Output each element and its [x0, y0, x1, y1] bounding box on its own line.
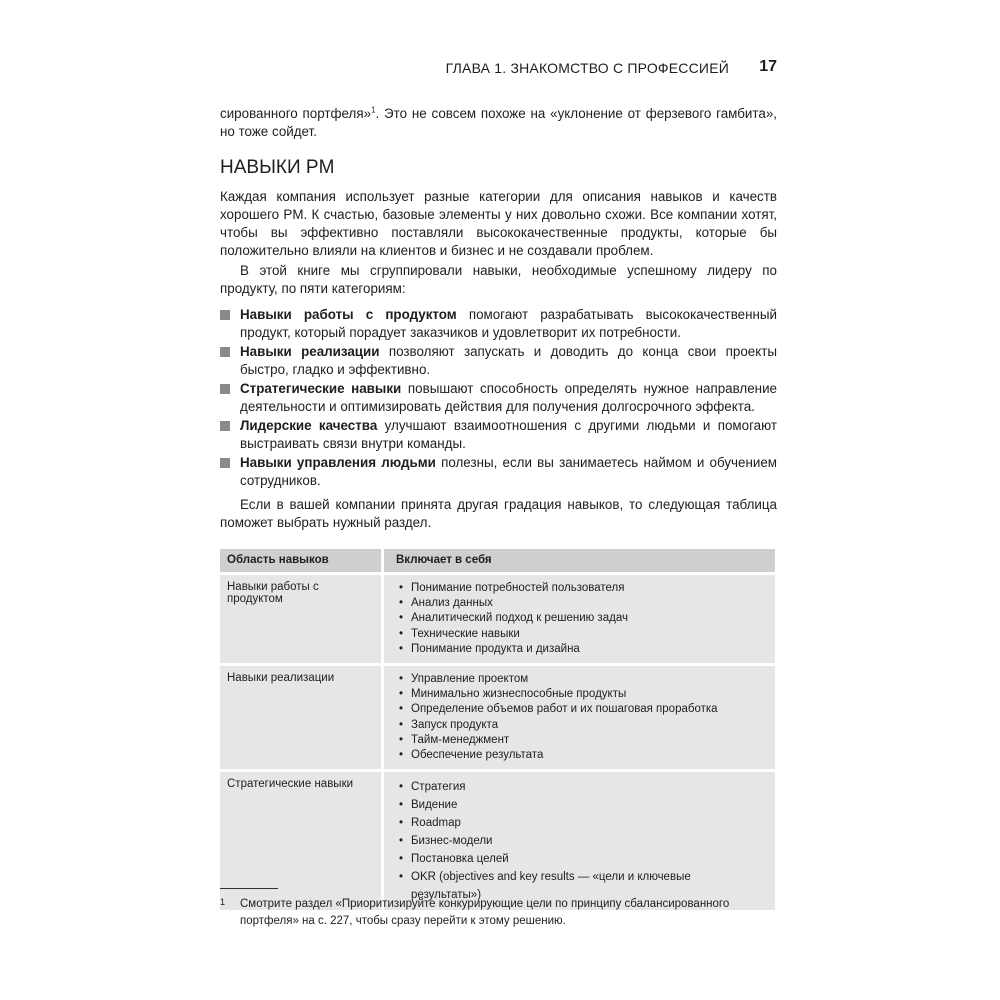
table-header-area: Область навыков — [220, 549, 381, 572]
chapter-title: ГЛАВА 1. ЗНАКОМСТВО С ПРОФЕССИЕЙ — [445, 60, 729, 76]
bullet-item — [220, 343, 777, 379]
list-item: • Анализ данных — [396, 596, 763, 611]
list-item: • Тайм-менеджмент — [396, 733, 763, 748]
bullet-bold: Навыки реализации — [240, 344, 380, 359]
table-header-row — [220, 549, 775, 572]
bullet-item — [220, 454, 777, 490]
list-item: • Бизнес-модели — [396, 832, 763, 850]
skills-table — [220, 549, 775, 910]
skills-bullet-list — [220, 306, 777, 491]
table-cell-area: Навыки реализации — [220, 666, 381, 769]
list-item: • Управление проектом — [396, 672, 763, 687]
square-bullet-icon — [220, 384, 230, 394]
bullet-text: улучшают взаимоотношения с другими людьми и помогают выстраивать связи внутри команды. — [240, 418, 777, 451]
list-item: • Определение объемов работ и их пошаговая проработка — [396, 702, 763, 717]
list-item: • Понимание потребностей пользователя — [396, 581, 763, 596]
table-cell-area: Навыки работы с продуктом — [220, 575, 381, 663]
table-row — [220, 772, 775, 910]
intro-paragraph — [220, 105, 777, 141]
running-header — [220, 59, 777, 79]
bullet-item — [220, 417, 777, 453]
list-item: • Постановка целей — [396, 850, 763, 868]
bullet-text: помогают разрабатывать высококачественный продукт, который порадует заказчиков и удовлетворит их потребности. — [240, 307, 777, 340]
section-title: НАВЫКИ PM — [220, 157, 335, 178]
list-item: • Обеспечение результата — [396, 748, 763, 763]
paragraph-1: Каждая компания использует разные категории для описания навыков и качеств хорошего PM. К счастью, базовые элементы у них довольно схожи. Все компании хотят, чтобы вы эффективно поставляли высококачественные продукты, которые бы положительно влияли на клиентов и бизнес и не создавали проблем. — [220, 189, 777, 258]
bullet-text: позволяют запускать и доводить до конца свои проекты быстро, гладко и эффективно. — [240, 344, 777, 377]
paragraph-2 — [220, 262, 777, 298]
table-cell-items — [384, 666, 775, 769]
footnote — [220, 896, 777, 930]
paragraph-3-text: Если в вашей компании принята другая градация навыков, то следующая таблица поможет выбрать нужный раздел. — [220, 497, 777, 530]
bullet-text: повышают способность определять нужное направление деятельности и оптимизировать действия для получения долгосрочного эффекта. — [240, 381, 778, 414]
footnote-ref[interactable]: 1 — [371, 105, 376, 115]
footnote-number: 1 — [220, 897, 226, 907]
list-item: • Roadmap — [396, 814, 763, 832]
list-item: • Аналитический подход к решению задач — [396, 611, 763, 626]
bullet-item — [220, 380, 777, 416]
bullet-bold: Лидерские качества — [240, 418, 378, 433]
table-header-includes: Включает в себя — [384, 549, 775, 572]
footnote-text: Смотрите раздел «Приоритизируйте конкурирующие цели по принципу сбалансированного портфеля» на с. 227, чтобы сразу перейти к этому решению. — [240, 898, 730, 927]
paragraph-3 — [220, 496, 777, 532]
bullet-item — [220, 306, 777, 342]
bullet-bold: Навыки работы с продуктом — [240, 307, 457, 322]
bullet-bold: Навыки управления людьми — [240, 455, 436, 470]
table-cell-items — [384, 772, 775, 910]
square-bullet-icon — [220, 421, 230, 431]
table-row — [220, 575, 775, 663]
paragraph-2-text: В этой книге мы сгруппировали навыки, необходимые успешному лидеру по продукту, по пяти категориям: — [220, 263, 777, 296]
bullet-bold: Стратегические навыки — [240, 381, 402, 396]
table-row — [220, 666, 775, 769]
square-bullet-icon — [220, 347, 230, 357]
list-item: • Запуск продукта — [396, 718, 763, 733]
table-cell-area: Стратегические навыки — [220, 772, 381, 910]
list-item: • OKR (objectives and key results — «цели и ключевые результаты») — [396, 868, 763, 904]
intro-text: сированного портфеля» — [220, 106, 372, 121]
bullet-text: полезны, если вы занимаетесь наймом и обучением сотрудников. — [240, 455, 777, 488]
list-item: • Технические навыки — [396, 627, 763, 642]
list-item: • Стратегия — [396, 778, 763, 796]
square-bullet-icon — [220, 458, 230, 468]
page-number: 17 — [759, 58, 777, 75]
square-bullet-icon — [220, 310, 230, 320]
list-item: • Видение — [396, 796, 763, 814]
footnote-divider — [220, 888, 278, 889]
list-item: • Минимально жизнеспособные продукты — [396, 687, 763, 702]
intro-text-cont: . Это не совсем похоже на «уклонение от ферзевого гамбита», но тоже сойдет. — [220, 106, 777, 139]
table-cell-items — [384, 575, 775, 663]
list-item: • Понимание продукта и дизайна — [396, 642, 763, 657]
